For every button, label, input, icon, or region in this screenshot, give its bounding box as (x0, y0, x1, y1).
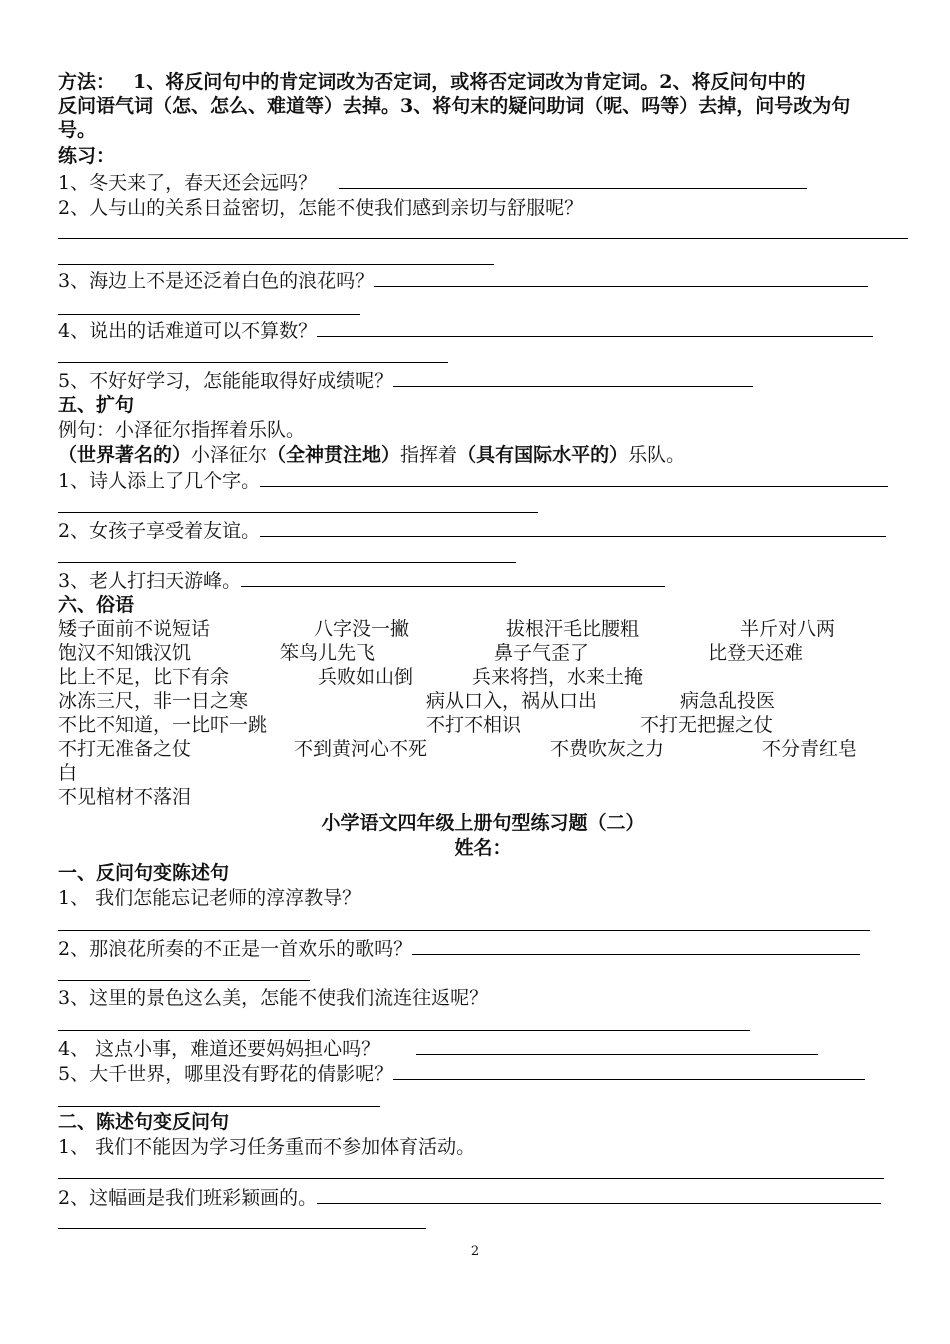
subject: 小泽征尔 (191, 444, 268, 466)
modifier-3: （具有国际水平的） (457, 444, 629, 466)
expand-example-answer (58, 443, 685, 467)
method-line-2: 反问语气词（怎、怎么、难道等）去掉。3、将句末的疑问助词（呢、吗等）去掉，问号改为句 (58, 95, 851, 117)
part1-item-5 (58, 1061, 865, 1086)
answer-line[interactable] (58, 1228, 426, 1229)
proverb: 不费吹灰之力 (550, 738, 665, 760)
answer-line[interactable] (58, 562, 516, 563)
answer-line[interactable] (58, 238, 908, 239)
practice-item-1-text: 1、冬天来了，春天还会远吗？ (58, 172, 318, 194)
answer-line[interactable] (58, 1030, 750, 1031)
proverb: 不到黄河心不死 (294, 738, 428, 760)
answer-line[interactable] (58, 512, 538, 513)
proverb: 半斤对八两 (740, 618, 836, 640)
answer-line[interactable] (58, 930, 870, 931)
answer-blank[interactable] (393, 368, 753, 387)
proverb: 拔根汗毛比腰粗 (506, 618, 640, 640)
expand-item-1 (58, 468, 888, 493)
answer-line[interactable] (58, 264, 494, 265)
modifier-1: （世界著名的） (58, 444, 192, 466)
worksheet-title: 小学语文四年级上册句型练习题（二） (321, 812, 645, 834)
answer-line[interactable] (58, 1106, 380, 1107)
expand-item-2 (58, 518, 886, 543)
expand-item-3-text: 3、老人打扫天游峰。 (58, 570, 242, 592)
name-label: 姓名： (454, 837, 512, 859)
answer-blank[interactable] (260, 518, 886, 537)
practice-title: 练习： (58, 145, 116, 167)
part2-item-2 (58, 1185, 881, 1210)
part1-item-2-text: 2、那浪花所奏的不正是一首欢乐的歌吗？ (58, 938, 413, 960)
proverb: 不打无把握之仗 (640, 714, 774, 736)
object: 乐队。 (628, 444, 686, 466)
proverb: 比上不足，比下有余 (58, 666, 230, 688)
answer-line[interactable] (58, 314, 360, 315)
proverb: 冰冻三尺，非一日之寒 (58, 690, 249, 712)
part2-item-2-text: 2、这幅画是我们班彩颖画的。 (58, 1187, 318, 1209)
answer-line[interactable] (58, 1178, 884, 1179)
expand-title: 五、扩句 (58, 394, 135, 416)
answer-blank[interactable] (374, 268, 868, 287)
practice-item-5-text: 5、不好好学习，怎能能取得好成绩呢？ (58, 370, 394, 392)
practice-item-4-text: 4、说出的话难道可以不算数？ (58, 320, 318, 342)
practice-item-2: 2、人与山的关系日益密切，怎能不使我们感到亲切与舒服呢？ (58, 197, 584, 219)
answer-line[interactable] (58, 980, 310, 981)
proverb-continued: 白 (58, 762, 78, 784)
method-label: 方法： (58, 71, 116, 93)
proverbs-title: 六、俗语 (58, 594, 135, 616)
proverb: 病从口入，祸从口出 (426, 690, 598, 712)
part1-title: 一、反问句变陈述句 (58, 862, 230, 884)
proverb: 不见棺材不落泪 (58, 786, 192, 808)
part1-item-1: 1、 我们怎能忘记老师的淳淳教导？ (58, 887, 362, 909)
part2-title: 二、陈述句变反问句 (58, 1111, 230, 1133)
answer-blank[interactable] (412, 936, 860, 955)
answer-blank[interactable] (393, 1061, 865, 1080)
part1-item-2 (58, 936, 860, 961)
part2-item-1: 1、 我们不能因为学习任务重而不参加体育活动。 (58, 1136, 476, 1158)
practice-item-5 (58, 368, 753, 393)
answer-blank[interactable] (260, 468, 888, 487)
proverb: 不比不知道，一比吓一跳 (58, 714, 268, 736)
method-text-1: 1、将反问句中的肯定词改为否定词，或将否定词改为肯定词。2、将反问句中的 (133, 71, 806, 93)
proverb: 笨鸟儿先飞 (280, 642, 376, 664)
verb: 指挥着 (400, 444, 458, 466)
practice-item-1 (58, 170, 807, 195)
part1-item-4 (58, 1036, 818, 1061)
expand-item-2-text: 2、女孩子享受着友谊。 (58, 520, 261, 542)
proverb: 矮子面前不说短话 (58, 618, 211, 640)
answer-blank[interactable] (317, 318, 873, 337)
proverb: 鼻子气歪了 (494, 642, 590, 664)
answer-blank[interactable] (339, 170, 807, 189)
practice-item-4 (58, 318, 873, 343)
practice-item-3 (58, 268, 868, 293)
expand-item-1-text: 1、诗人添上了几个字。 (58, 470, 261, 492)
answer-blank[interactable] (317, 1185, 881, 1204)
page-number: 2 (470, 1244, 480, 1259)
part1-item-5-text: 5、大千世界，哪里没有野花的倩影呢？ (58, 1063, 394, 1085)
proverb: 病急乱投医 (680, 690, 776, 712)
part1-item-4-text: 4、 这点小事，难道还要妈妈担心吗？ (58, 1038, 381, 1060)
answer-blank[interactable] (241, 568, 665, 587)
proverb: 兵来将挡，水来土掩 (472, 666, 644, 688)
proverb: 不打无准备之仗 (58, 738, 192, 760)
proverb: 八字没一撇 (314, 618, 410, 640)
answer-blank[interactable] (416, 1036, 818, 1055)
method-line-3: 号。 (58, 119, 97, 141)
part1-item-3: 3、这里的景色这么美，怎能不使我们流连往返呢？ (58, 987, 489, 1009)
practice-item-3-text: 3、海边上不是还泛着白色的浪花吗？ (58, 270, 375, 292)
proverb: 饱汉不知饿汉饥 (58, 642, 192, 664)
proverb: 兵败如山倒 (318, 666, 414, 688)
expand-item-3 (58, 568, 665, 593)
answer-line[interactable] (58, 362, 448, 363)
proverb: 比登天还难 (708, 642, 804, 664)
proverb: 不打不相识 (426, 714, 522, 736)
modifier-2: （全神贯注地） (267, 444, 401, 466)
expand-example: 例句：小泽征尔指挥着乐队。 (58, 419, 306, 441)
method-line-1 (58, 70, 805, 94)
proverb: 不分青红皂 (762, 738, 858, 760)
